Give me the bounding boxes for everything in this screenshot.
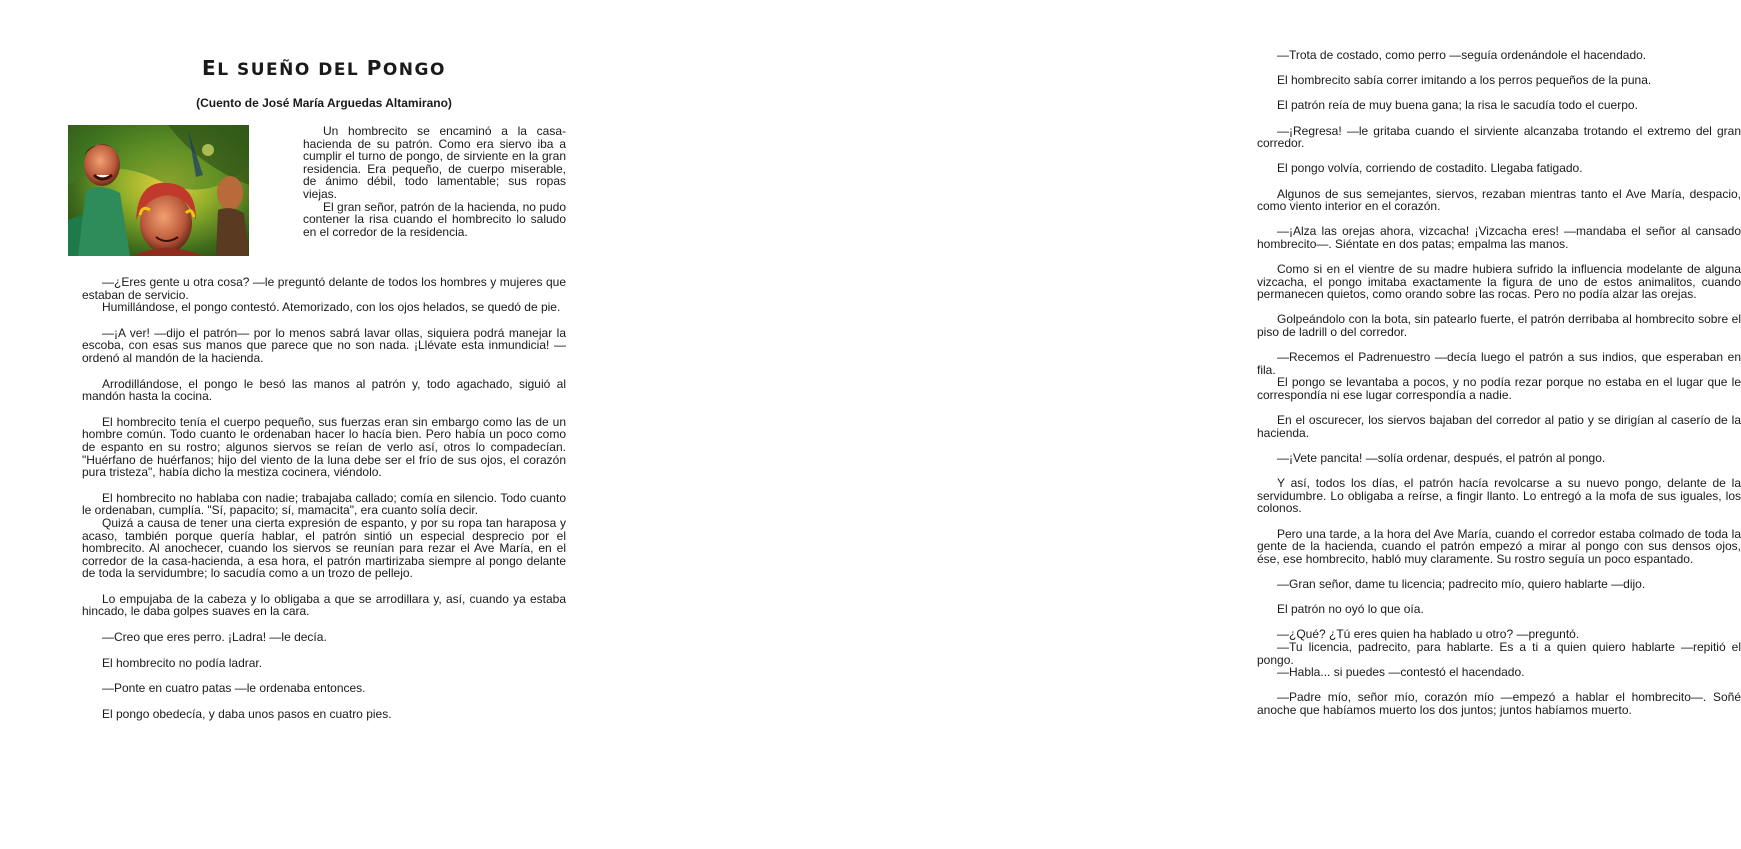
body-paragraph: —Recemos el Padrenuestro —decía luego el patrón a sus indios, que esperaban en fila. bbox=[1257, 350, 1741, 377]
body-paragraph: El patrón no oyó lo que oía. bbox=[1277, 602, 1424, 617]
paragraph-group bbox=[1257, 528, 1741, 566]
paragraph-group bbox=[1257, 162, 1741, 175]
intro-paragraph: Un hombrecito se encaminó a la casa-hacienda de su patrón. Como era siervo iba a cumplir el turno de pongo, de sirviente en la gran residencia. Era pequeño, de cuerpo miserable, de ánimo débil, todo lamentable; sus ropas viejas. bbox=[303, 124, 566, 201]
body-paragraph: Y así, todos los días, el patrón hacía revolcarse a su nuevo pongo, delante de la servidumbre. Lo obligaba a reírse, a fingir llanto. Lo entregó a la mofa de sus iguales, los colonos. bbox=[1257, 476, 1741, 516]
body-paragraph: Lo empujaba de la cabeza y lo obligaba a que se arrodillara y, así, cuando ya estaba hincado, le daba golpes suaves en la cara. bbox=[82, 591, 566, 619]
body-paragraph: —¡Regresa! —le gritaba cuando el sirviente alcanzaba trotando el extremo del gran corredor. bbox=[1257, 123, 1741, 151]
body-paragraph: —Creo que eres perro. ¡Ladra! —le decía. bbox=[102, 630, 327, 645]
left-page bbox=[0, 0, 600, 849]
paragraph-group bbox=[1257, 691, 1741, 716]
paragraph-group bbox=[1257, 125, 1741, 150]
right-page bbox=[600, 0, 1741, 849]
paragraph-group bbox=[1257, 414, 1741, 439]
paragraph-group bbox=[1257, 263, 1741, 301]
body-paragraph: —¿Eres gente u otra cosa? —le preguntó delante de todos los hombres y mujeres que estaban de servicio. bbox=[82, 275, 566, 302]
paragraph-group bbox=[1257, 477, 1741, 515]
paragraph-group bbox=[1257, 225, 1741, 250]
body-paragraph: —¡A ver! —dijo el patrón— por lo menos sabrá lavar ollas, siquiera podrá manejar la escoba, con esas sus manos que parece que no son nada. ¡Llévate esta inmundicia! —ordenó al mandón de la hacienda. bbox=[82, 325, 566, 365]
paragraph-group bbox=[1257, 603, 1741, 616]
body-paragraph: —Trota de costado, como perro —seguía ordenándole el hacendado. bbox=[1277, 48, 1647, 62]
body-paragraph: —Ponte en cuatro patas —le ordenaba entonces. bbox=[102, 681, 366, 696]
body-paragraph: Algunos de sus semejantes, siervos, rezaban mientras tanto el Ave María, despacio, como viento interior en el corazón. bbox=[1257, 186, 1741, 214]
body-paragraph: —¡Vete pancita! —solía ordenar, después, el patrón al pongo. bbox=[1277, 451, 1606, 465]
paragraph-group bbox=[1257, 188, 1741, 213]
body-paragraph: —Padre mío, señor mío, corazón mío —empezó a hablar el hombrecito—. Soñé anoche que habíamos muerto los dos juntos; juntos habíamos muerto. bbox=[1257, 690, 1741, 717]
body-paragraph: —Habla... si puedes —contestó el hacendado. bbox=[1277, 665, 1525, 680]
body-paragraph: El hombrecito tenía el cuerpo pequeño, sus fuerzas eran sin embargo como las de un hombre común. Todo cuanto le ordenaban hacer lo hacía bien. Pero había un poco como de espanto en su rostro; algunos siervos se reían de verlo así, otros lo compadecían. "Huérfano de huérfanos; hijo del viento de la luna debe ser el frío de sus ojos, el corazón pura tristeza", había dicho la mestiza cocinera, viéndolo. bbox=[82, 414, 566, 480]
body-paragraph: El hombrecito no podía ladrar. bbox=[102, 655, 263, 670]
story-subtitle: (Cuento de José María Arguedas Altamirano) bbox=[196, 96, 452, 110]
body-paragraph: Pero una tarde, a la hora del Ave María, cuando el corredor estaba colmado de toda la gente de la hacienda, cuando el patrón empezó a mirar al pongo con sus densos ojos, ése, ese hombrecito, habló muy claramente. Su rostro seguía un poco espantado. bbox=[1257, 526, 1741, 566]
intro-paragraph: El gran señor, patrón de la hacienda, no pudo contener la risa cuando el hombrecito lo saludo en el corredor de la residencia. bbox=[303, 199, 566, 239]
story-title: EL SUEÑO DEL PONGO bbox=[202, 56, 446, 80]
illustration bbox=[68, 125, 249, 256]
paragraph-group bbox=[1257, 351, 1741, 401]
intro-text bbox=[303, 125, 566, 238]
body-paragraph: El hombrecito sabía correr imitando a los perros pequeños de la puna. bbox=[1277, 73, 1652, 88]
left-body bbox=[82, 276, 566, 720]
body-paragraph: Quizá a causa de tener una cierta expresión de espanto, y por su ropa tan haraposa y acaso, también porque quería hablar, el patrón sintió un especial desprecio por el hombrecito. Al anochecer, cuando los siervos se reunían para rezar el Ave María, en el corredor de la casa-hacienda, a esa hora, el patrón martirizaba siempre al pongo delante de toda la servidumbre; lo sacudía como a un trozo de pellejo. bbox=[82, 515, 566, 581]
paragraph-group bbox=[1257, 578, 1741, 591]
paragraph-group bbox=[1257, 74, 1741, 87]
body-paragraph: El hombrecito no hablaba con nadie; trabajaba callado; comía en silencio. Todo cuanto le ordenaban, cumplía. "Sí, papacito; sí, mamacita", era cuanto solía decir. bbox=[82, 490, 566, 518]
body-paragraph: —Tu licencia, padrecito, para hablarte. Es a ti a quien quiero hablarte —repitió el pongo. bbox=[1257, 639, 1741, 667]
paragraph-group bbox=[1257, 452, 1741, 465]
body-paragraph: Arrodillándose, el pongo le besó las manos al patrón y, todo agachado, siguió al mandón hasta la cocina. bbox=[82, 376, 566, 404]
paragraph-group bbox=[1257, 49, 1741, 62]
body-paragraph: El pongo se levantaba a pocos, y no podía rezar porque no estaba en el lugar que le correspondía ni ese lugar correspondía a nadie. bbox=[1257, 375, 1741, 403]
body-paragraph: Como si en el vientre de su madre hubiera sufrido la influencia modelante de alguna vizcacha, el pongo imitaba exactamente la figura de uno de estos animalitos, cuando permanecen quietos, como orando sobre las rocas. Pero no podía alzar las orejas. bbox=[1257, 262, 1741, 302]
paragraph-group bbox=[1257, 313, 1741, 338]
paragraph-group bbox=[1257, 99, 1741, 112]
body-paragraph: —Gran señor, dame tu licencia; padrecito mío, quiero hablarte —dijo. bbox=[1277, 576, 1646, 591]
body-paragraph: Humillándose, el pongo contestó. Atemorizado, con los ojos helados, se quedó de pie. bbox=[102, 300, 561, 315]
body-paragraph: Golpeándolo con la bota, sin patearlo fuerte, el patrón derribaba al hombrecito sobre el piso de ladrill o del corredor. bbox=[1257, 312, 1741, 340]
right-body bbox=[1257, 49, 1741, 729]
body-paragraph: El pongo volvía, corriendo de costadito. Llegaba fatigado. bbox=[1277, 161, 1583, 176]
body-paragraph: El pongo obedecía, y daba unos pasos en cuatro pies. bbox=[102, 706, 392, 721]
body-paragraph: —¿Qué? ¿Tú eres quien ha hablado u otro? —preguntó. bbox=[1277, 627, 1580, 642]
body-paragraph: El patrón reía de muy buena gana; la risa le sacudía todo el cuerpo. bbox=[1277, 98, 1638, 113]
body-paragraph: —¡Alza las orejas ahora, vizcacha! ¡Vizcacha eres! —mandaba el señor al cansado hombrecito—. Siéntate en dos patas; empalma las manos. bbox=[1257, 224, 1741, 251]
body-paragraph: En el oscurecer, los siervos bajaban del corredor al patio y se dirigían al caserío de la hacienda. bbox=[1257, 413, 1741, 440]
paragraph-group bbox=[1257, 628, 1741, 678]
